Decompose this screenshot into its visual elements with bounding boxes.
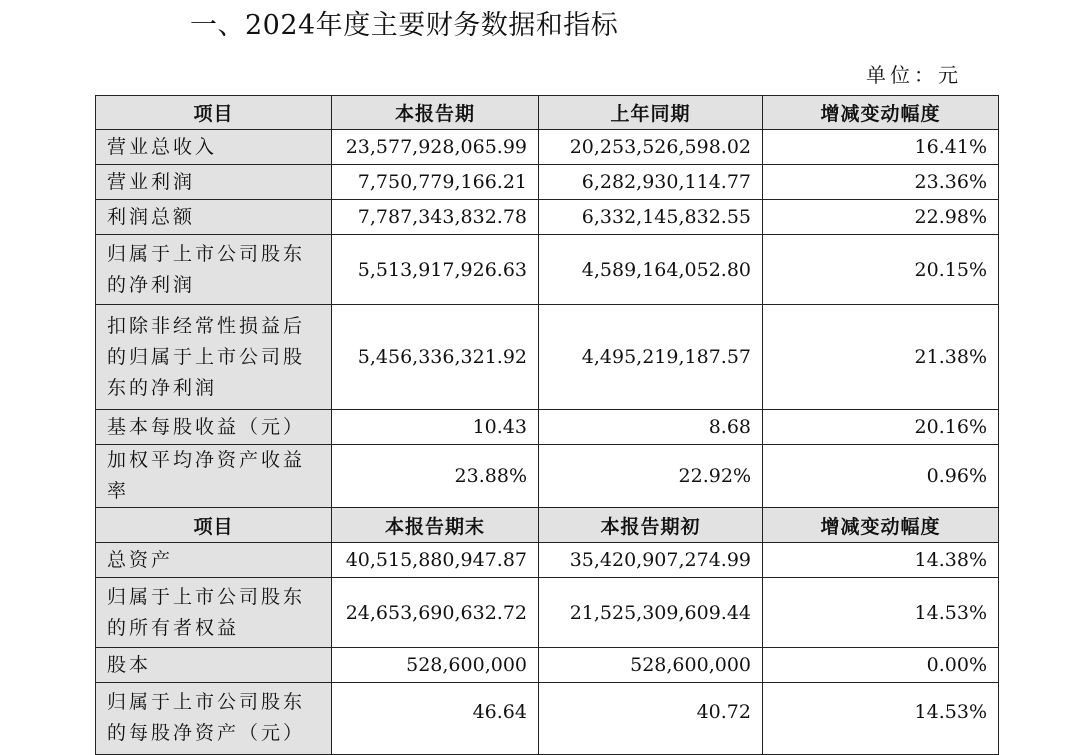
change-value: 14.53% bbox=[763, 683, 999, 755]
row-label: 营业利润 bbox=[96, 165, 332, 200]
row-label: 归属于上市公司股东的所有者权益 bbox=[96, 578, 332, 648]
column-header-item: 项目 bbox=[96, 96, 332, 130]
column-header-change: 增减变动幅度 bbox=[763, 96, 999, 130]
previous-value: 6,332,145,832.55 bbox=[539, 200, 763, 235]
previous-value: 22.92% bbox=[539, 445, 763, 508]
table-row bbox=[96, 235, 999, 305]
column-header-period-start: 本报告期初 bbox=[539, 508, 763, 543]
change-value: 21.38% bbox=[763, 305, 999, 410]
previous-value: 20,253,526,598.02 bbox=[539, 130, 763, 165]
row-label: 归属于上市公司股东的净利润 bbox=[96, 235, 332, 305]
row-label: 股本 bbox=[96, 648, 332, 683]
current-value: 10.43 bbox=[332, 410, 539, 445]
section-title: 一、2024年度主要财务数据和指标 bbox=[190, 10, 619, 41]
previous-value: 6,282,930,114.77 bbox=[539, 165, 763, 200]
table-row bbox=[96, 578, 999, 648]
row-label: 基本每股收益（元） bbox=[96, 410, 332, 445]
change-value: 0.96% bbox=[763, 445, 999, 508]
current-value: 23.88% bbox=[332, 445, 539, 508]
change-value: 14.53% bbox=[763, 578, 999, 648]
column-header-period-end: 本报告期末 bbox=[332, 508, 539, 543]
table-row bbox=[96, 445, 999, 508]
row-label: 营业总收入 bbox=[96, 130, 332, 165]
change-value: 20.15% bbox=[763, 235, 999, 305]
column-header-item: 项目 bbox=[96, 508, 332, 543]
previous-value: 4,495,219,187.57 bbox=[539, 305, 763, 410]
current-value: 40,515,880,947.87 bbox=[332, 543, 539, 578]
current-value: 24,653,690,632.72 bbox=[332, 578, 539, 648]
row-label: 加权平均净资产收益率 bbox=[96, 445, 332, 508]
row-label: 利润总额 bbox=[96, 200, 332, 235]
previous-value: 40.72 bbox=[539, 683, 763, 755]
current-value: 23,577,928,065.99 bbox=[332, 130, 539, 165]
change-value: 23.36% bbox=[763, 165, 999, 200]
change-value: 14.38% bbox=[763, 543, 999, 578]
table-row bbox=[96, 543, 999, 578]
previous-value: 4,589,164,052.80 bbox=[539, 235, 763, 305]
previous-value: 8.68 bbox=[539, 410, 763, 445]
change-value: 16.41% bbox=[763, 130, 999, 165]
financial-data-table bbox=[95, 95, 999, 755]
current-value: 5,513,917,926.63 bbox=[332, 235, 539, 305]
column-header-previous-period: 上年同期 bbox=[539, 96, 763, 130]
table-row bbox=[96, 305, 999, 410]
table-row bbox=[96, 165, 999, 200]
table-subheader-row bbox=[96, 508, 999, 543]
table-header-row bbox=[96, 96, 999, 130]
unit-label: 单位：元 bbox=[866, 63, 962, 87]
previous-value: 528,600,000 bbox=[539, 648, 763, 683]
previous-value: 35,420,907,274.99 bbox=[539, 543, 763, 578]
current-value: 5,456,336,321.92 bbox=[332, 305, 539, 410]
change-value: 22.98% bbox=[763, 200, 999, 235]
row-label: 扣除非经常性损益后的归属于上市公司股东的净利润 bbox=[96, 305, 332, 410]
row-label: 总资产 bbox=[96, 543, 332, 578]
table-row bbox=[96, 683, 999, 755]
table-row bbox=[96, 410, 999, 445]
table-row bbox=[96, 130, 999, 165]
table-row bbox=[96, 200, 999, 235]
table-row bbox=[96, 648, 999, 683]
current-value: 528,600,000 bbox=[332, 648, 539, 683]
column-header-change: 增减变动幅度 bbox=[763, 508, 999, 543]
current-value: 7,750,779,166.21 bbox=[332, 165, 539, 200]
current-value: 46.64 bbox=[332, 683, 539, 755]
previous-value: 21,525,309,609.44 bbox=[539, 578, 763, 648]
change-value: 20.16% bbox=[763, 410, 999, 445]
row-label: 归属于上市公司股东的每股净资产（元） bbox=[96, 683, 332, 755]
column-header-current-period: 本报告期 bbox=[332, 96, 539, 130]
change-value: 0.00% bbox=[763, 648, 999, 683]
current-value: 7,787,343,832.78 bbox=[332, 200, 539, 235]
